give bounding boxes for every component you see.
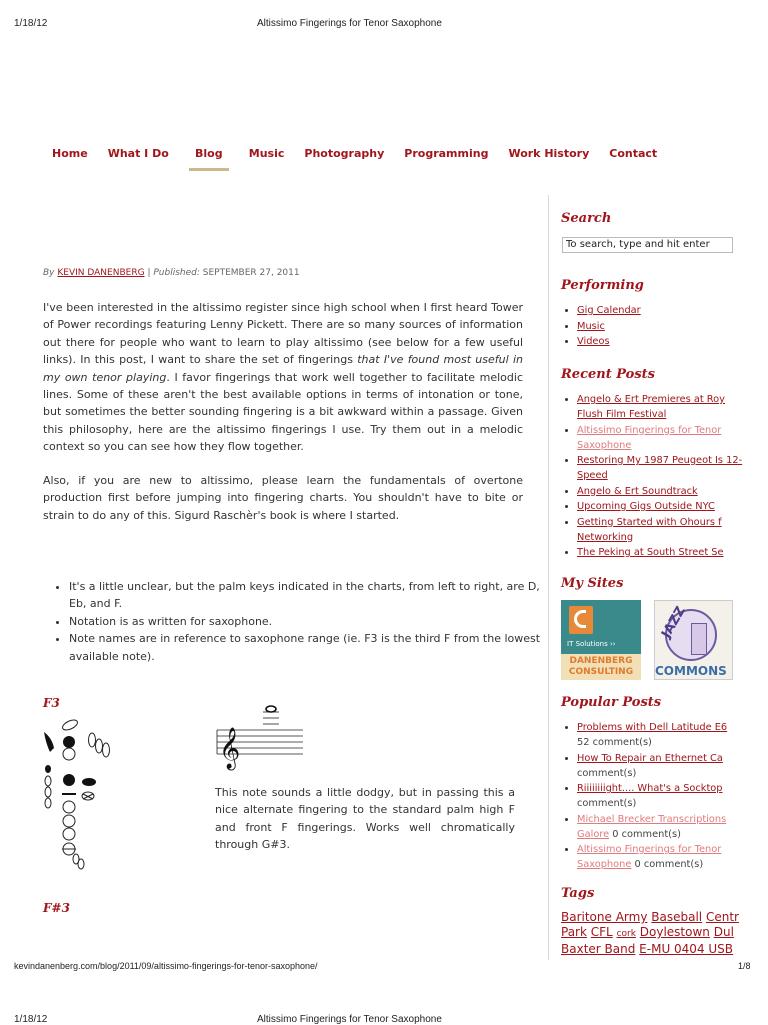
danenberg-consulting-logo[interactable]	[561, 600, 641, 680]
print-title-next: Altissimo Fingerings for Tenor Saxophone	[257, 1014, 442, 1025]
print-page-number: 1/8	[738, 961, 751, 971]
meta-date: SEPTEMBER 27, 2011	[202, 268, 300, 278]
main-nav	[52, 147, 677, 171]
list-item	[577, 423, 745, 453]
print-url: kevindanenberg.com/blog/2011/09/altissimo-fingerings-for-tenor-saxophone/	[14, 961, 318, 971]
recent-post-link[interactable]: Restoring My 1987 Peugeot Is 12-Speed	[577, 455, 743, 481]
tags-heading: Tags	[561, 886, 595, 901]
comment-count: 0 comment(s)	[612, 828, 681, 840]
comment-count: 0 comment(s)	[634, 859, 704, 870]
nav-what-i-do[interactable]: What I Do	[107, 147, 169, 160]
performing-link-music[interactable]: Music	[577, 320, 605, 332]
tag-link[interactable]: Baritone Army	[561, 910, 648, 924]
post-paragraph-1	[43, 299, 523, 456]
tag-link[interactable]: Park	[561, 925, 587, 939]
popular-post-link[interactable]: Problems with Dell Latitude E6	[577, 722, 728, 733]
nav-work-history[interactable]: Work History	[508, 147, 590, 160]
print-date: 1/18/12	[14, 18, 48, 29]
search-input[interactable]: To search, type and hit enter	[562, 237, 733, 253]
list-item	[577, 499, 745, 514]
performing-list	[561, 303, 757, 350]
nav-music[interactable]: Music	[248, 147, 285, 160]
comment-count: comment(s)	[577, 798, 637, 809]
notes-list	[43, 578, 549, 665]
jazz-commons-logo[interactable]	[654, 600, 733, 680]
meta-published: Published:	[153, 268, 200, 278]
list-item	[577, 484, 745, 499]
list-item	[577, 453, 745, 483]
performing-heading: Performing	[561, 278, 644, 293]
p1-emphasis: that I've found most useful in my own tenor playing	[43, 353, 523, 384]
note-item: • Note names are in reference to saxophone range (ie. F3 is the third F from the lowest available note).	[69, 630, 549, 665]
list-item	[577, 545, 745, 560]
note-item: • Notation is as written for saxophone.	[69, 613, 549, 630]
list-item	[577, 392, 745, 422]
post-paragraph-2: Also, if you are new to altissimo, please learn the fundamentals of overtone production first before jumping into fingering charts. You shouldn't have to bite or strain to do any of this. Sigurd Raschèr's book is where I started.	[43, 474, 523, 522]
sidebar	[548, 195, 743, 960]
recent-post-link[interactable]: Angelo & Ert Soundtrack	[577, 485, 698, 497]
tag-link[interactable]: Baxter Band	[561, 942, 636, 956]
author-link[interactable]: KEVIN DANENBERG	[57, 268, 145, 278]
site1-line1: IT Solutions ››	[567, 640, 616, 648]
list-item	[577, 334, 757, 349]
popular-posts-list	[561, 720, 749, 873]
recent-post-link[interactable]: Angelo & Ert Premieres at Roy Flush Film Festival	[577, 394, 725, 420]
tag-link[interactable]: Baseball	[651, 910, 703, 924]
popular-post-link[interactable]: How To Repair an Ethernet Ca	[577, 752, 723, 764]
note-item: • It's a little unclear, but the palm keys indicated in the charts, from left to right, are D, Eb, and F.	[69, 578, 549, 613]
f3-heading: F3	[43, 696, 60, 710]
site1-line3: CONSULTING	[568, 667, 634, 677]
fs3-heading: F#3	[43, 901, 70, 915]
list-item	[577, 319, 757, 334]
site2-word1: JAZZ	[658, 604, 689, 641]
performing-link-gig-calendar[interactable]: Gig Calendar	[577, 305, 641, 316]
my-sites-heading: My Sites	[561, 576, 624, 591]
nav-programming[interactable]: Programming	[404, 147, 489, 160]
tag-link[interactable]: cork	[616, 929, 636, 939]
meta-by: By	[43, 268, 55, 278]
search-heading: Search	[561, 211, 612, 226]
comment-count: 52 comment(s)	[577, 737, 652, 748]
fingering-chart-f3	[38, 714, 118, 874]
nav-home[interactable]: Home	[52, 147, 88, 160]
nav-photography[interactable]: Photography	[304, 147, 385, 160]
list-item	[577, 720, 749, 750]
tag-link[interactable]: E-MU 0404 USB	[639, 942, 734, 956]
p1-text-a: I've been interested in the altissimo register since high school when I first heard Tower of Power recordings featuring Lenny Pickett. There are so many sources of information out there for people who want to learn to play altissimo (see below for a few useful links). In this post, I want to share the set of fingerings	[43, 301, 523, 367]
f3-description: This note sounds a little dodgy, but in passing this a nice alternate fingering to the standard palm high F and front F fingerings. Works well chromatically through G#3.	[215, 786, 515, 852]
popular-post-link[interactable]: Michael Brecker Transcriptions Galore	[577, 813, 727, 840]
popular-post-link[interactable]: Riiiiiiiight.... What's a Socktop	[577, 783, 723, 794]
list-item	[577, 303, 757, 318]
popular-post-link[interactable]: Altissimo Fingerings for Tenor Saxophone	[577, 844, 722, 870]
list-item	[577, 842, 749, 872]
tag-link[interactable]: Centr	[705, 910, 739, 924]
print-date-next: 1/18/12	[14, 1014, 48, 1025]
recent-post-link[interactable]: Altissimo Fingerings for Tenor Saxophone	[577, 424, 722, 451]
recent-post-link[interactable]: The Peking at South Street Se	[577, 547, 724, 558]
list-item	[577, 812, 749, 842]
recent-post-link[interactable]: Upcoming Gigs Outside NYC	[577, 501, 715, 512]
list-item	[577, 515, 745, 545]
nav-contact[interactable]: Contact	[609, 147, 658, 160]
svg-text:𝄞: 𝄞	[219, 728, 241, 769]
tag-link[interactable]: Dul	[713, 925, 734, 939]
list-item	[577, 751, 749, 781]
post-meta	[43, 268, 300, 278]
p1-text-b: . I favor fingerings that work well together to facilitate melodic lines. Some of these aren't the best available options in terms of intonation or tone, but sometimes the better sounding fingering is a bit awkward within a passage. Given this philosophy, here are the altissimo fingerings I use. Try them out in a melodic context so you can see how they flow together.	[43, 370, 523, 454]
site1-line2: DANENBERG	[569, 656, 633, 666]
recent-post-link[interactable]: Getting Started with Ohours f Networking	[577, 516, 722, 543]
comment-count: comment(s)	[577, 767, 637, 779]
recent-posts-list	[561, 392, 745, 561]
tag-link[interactable]: Doylestown	[639, 925, 710, 939]
tag-link[interactable]: CFL	[590, 925, 613, 939]
site2-word2: COMMONS	[655, 664, 727, 678]
list-item	[577, 781, 749, 811]
tag-cloud	[561, 910, 739, 957]
popular-posts-heading: Popular Posts	[561, 695, 662, 710]
performing-link-videos[interactable]: Videos	[577, 336, 610, 347]
print-title: Altissimo Fingerings for Tenor Saxophone	[257, 18, 442, 29]
recent-posts-heading: Recent Posts	[561, 367, 655, 382]
nav-blog[interactable]: Blog	[189, 147, 229, 171]
staff-notation-f3	[215, 700, 307, 770]
meta-sep: |	[147, 268, 151, 278]
